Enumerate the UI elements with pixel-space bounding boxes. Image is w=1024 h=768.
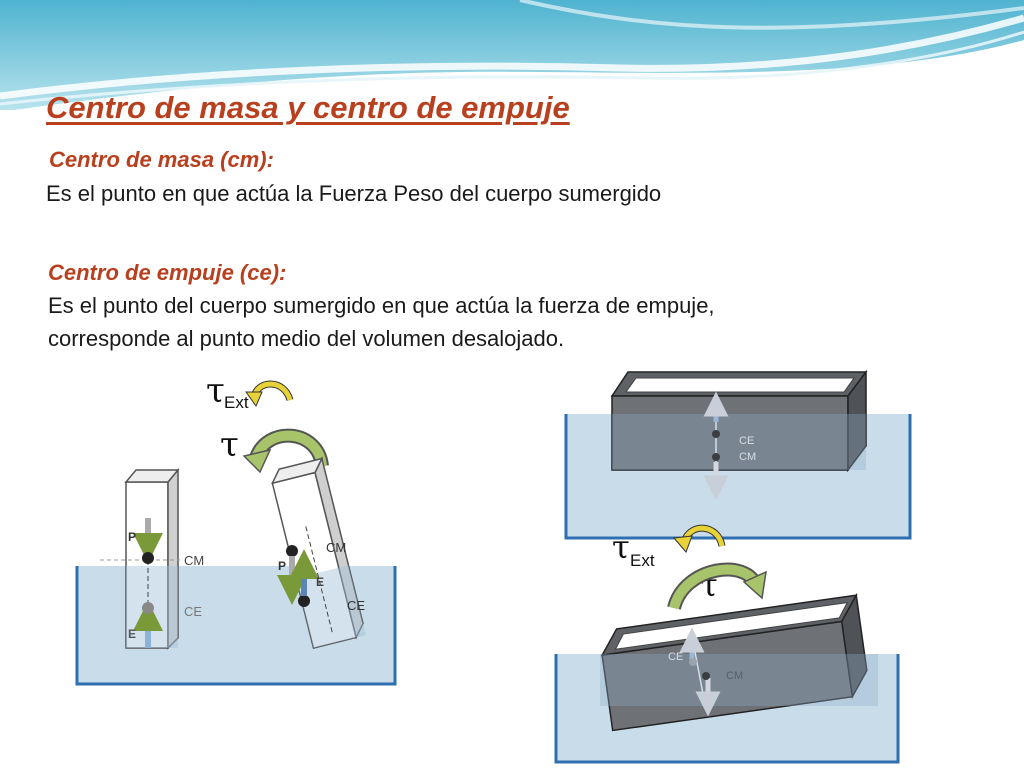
tilted-box-ce-label: CE bbox=[668, 651, 684, 663]
external-torque-arrow-icon bbox=[246, 384, 290, 406]
centro-empuje-definition-line1: Es el punto del cuerpo sumergido en que actúa la fuerza de empuje, bbox=[48, 293, 715, 318]
center-of-mass-point bbox=[142, 552, 154, 564]
lower-torque-label: τ bbox=[700, 566, 718, 604]
buoyancy-label: E bbox=[128, 627, 137, 641]
tau-ext-label bbox=[206, 371, 249, 412]
svg-text:Ext: Ext bbox=[224, 393, 249, 412]
tilted-center-of-mass-point bbox=[286, 545, 298, 557]
svg-text:Ext: Ext bbox=[630, 551, 655, 570]
weight-label: P bbox=[128, 530, 137, 544]
tilted-box-cm-label: CM bbox=[726, 670, 744, 682]
box-center-of-buoyancy-point bbox=[712, 430, 720, 438]
svg-text:τ: τ bbox=[206, 371, 225, 411]
diagram-floating-boxes bbox=[540, 360, 1010, 765]
diagram-vertical-bars bbox=[60, 370, 420, 700]
box-center-of-mass-point bbox=[712, 453, 720, 461]
box-ce-label: CE bbox=[739, 435, 755, 447]
box-cm-label: CM bbox=[739, 451, 757, 463]
svg-text:τ: τ bbox=[612, 528, 630, 566]
tilted-box-center-of-mass-point bbox=[702, 672, 710, 680]
centro-empuje-definition-line2: corresponde al punto medio del volumen desalojado. bbox=[48, 326, 565, 351]
center-of-buoyancy-point bbox=[142, 602, 154, 614]
tilted-weight-label: P bbox=[278, 559, 287, 573]
centro-masa-definition: Es el punto en que actúa la Fuerza Peso del cuerpo sumergido bbox=[46, 181, 662, 206]
tilted-box-center-of-buoyancy-point bbox=[689, 658, 697, 666]
lower-torque-arrow-icon bbox=[674, 570, 766, 608]
centro-empuje-heading: Centro de empuje (ce): bbox=[48, 260, 287, 285]
ce-label: CE bbox=[184, 604, 203, 619]
centro-masa-heading: Centro de masa (cm): bbox=[49, 147, 274, 172]
slide-title: Centro de masa y centro de empuje bbox=[46, 90, 570, 125]
torque-label: τ bbox=[220, 425, 239, 465]
tilted-ce-label: CE bbox=[347, 598, 366, 613]
tilted-center-of-buoyancy-point bbox=[298, 595, 310, 607]
tilted-buoyancy-label: E bbox=[316, 575, 325, 589]
cm-label: CM bbox=[184, 553, 205, 568]
tilted-cm-label: CM bbox=[326, 540, 347, 555]
